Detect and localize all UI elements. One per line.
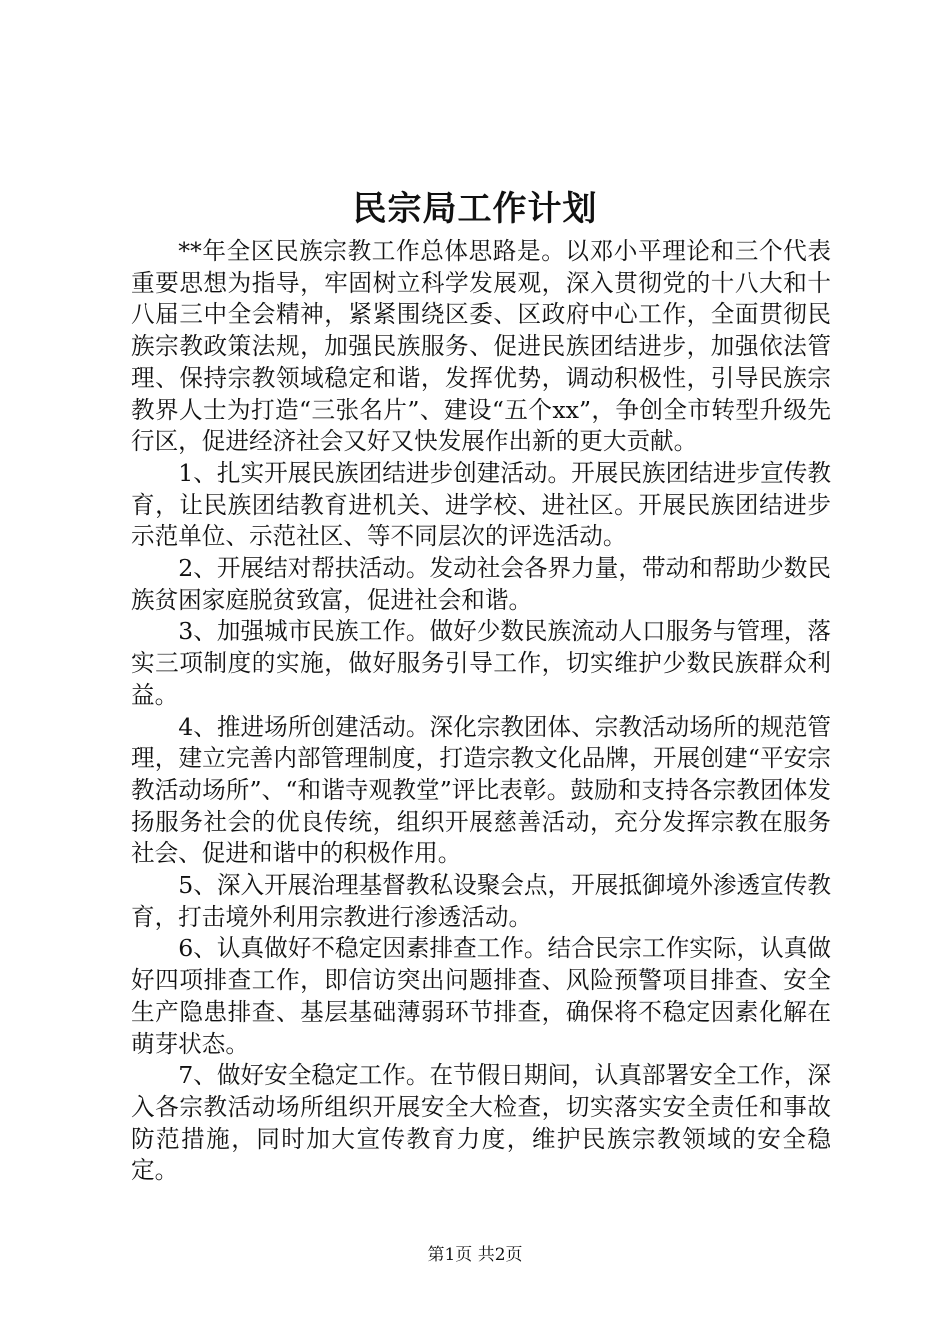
page-footer: 第1页 共2页 xyxy=(427,1245,523,1265)
paragraph-item-5: 5、深入开展治理基督教私设聚会点，开展抵御境外渗透宣传教育，打击境外利用宗教进行渗透活动。 xyxy=(131,871,831,931)
paragraph-item-6: 6、认真做好不稳定因素排查工作。结合民宗工作实际，认真做好四项排查工作，即信访突出问题排查、风险预警项目排查、安全生产隐患排查、基层基础薄弱环节排查，确保将不稳定因素化解在萌芽状态。 xyxy=(131,934,831,1058)
paragraph-item-1: 1、扎实开展民族团结进步创建活动。开展民族团结进步宣传教育，让民族团结教育进机关、进学校、进社区。开展民族团结进步示范单位、示范社区、等不同层次的评选活动。 xyxy=(131,458,831,551)
document-title: 民宗局工作计划 xyxy=(352,189,598,229)
paragraph-item-7: 7、做好安全稳定工作。在节假日期间，认真部署安全工作，深入各宗教活动场所组织开展安全大检查，切实落实安全责任和事故防范措施，同时加大宣传教育力度，维护民族宗教领域的安全稳定。 xyxy=(131,1061,831,1185)
paragraph-item-3: 3、加强城市民族工作。做好少数民族流动人口服务与管理，落实三项制度的实施，做好服务引导工作，切实维护少数民族群众利益。 xyxy=(131,617,831,709)
paragraph-item-4: 4、推进场所创建活动。深化宗教团体、宗教活动场所的规范管理，建立完善内部管理制度，打造宗教文化品牌，开展创建“平安宗教活动场所”、“和谐寺观教堂”评比表彰。鼓励和支持各宗教团体发扬服务社会的优良传统，组织开展慈善活动，充分发挥宗教在服务社会、促进和谐中的积极作用。 xyxy=(131,712,831,868)
paragraph-overview: **年全区民族宗教工作总体思路是。以邓小平理论和三个代表重要思想为指导，牢固树立科学发展观，深入贯彻党的十八大和十八届三中全会精神，紧紧围绕区委、区政府中心工作，全面贯彻民族宗教政策法规，加强民族服务、促进民族团结进步，加强依法管理、保持宗教领域稳定和谐，发挥优势，调动积极性，引导民族宗教界人士为打造“三张名片”、建设“五个xx”，争创全市转型升级先行区，促进经济社会又好又快发展作出新的更大贡献。 xyxy=(131,237,831,456)
document-body xyxy=(131,236,831,1187)
paragraph-item-2: 2、开展结对帮扶活动。发动社会各界力量，带动和帮助少数民族贫困家庭脱贫致富，促进社会和谐。 xyxy=(131,554,831,614)
